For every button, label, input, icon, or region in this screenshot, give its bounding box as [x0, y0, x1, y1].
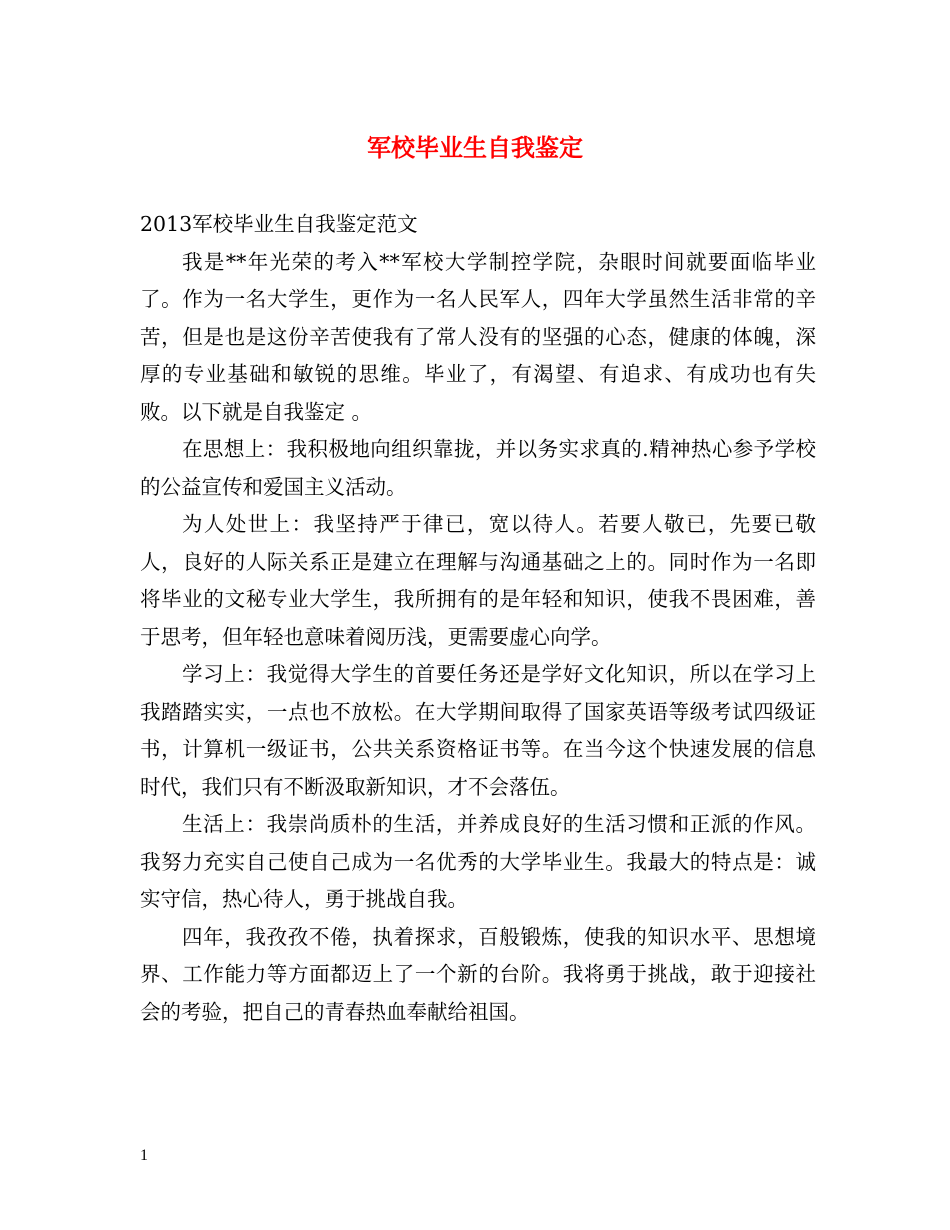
paragraph-intro: 我是**年光荣的考入**军校大学制控学院，杂眼时间就要面临毕业了。作为一名大学生，更作为一名人民军人，四年大学虽然生活非常的辛苦，但是也是这份辛苦使我有了常人没有的坚强的心态，健康的体魄，深厚的专业基础和敏锐的思维。毕业了，有渴望、有追求、有成功也有失败。以下就是自我鉴定 。 — [140, 249, 816, 424]
document-body — [140, 206, 816, 1031]
paragraph-conduct: 为人处世上：我坚持严于律已，宽以待人。若要人敬已，先要已敬人，良好的人际关系正是建立在理解与沟通基础之上的。同时作为一名即将毕业的文秘专业大学生，我所拥有的是年轻和知识，使我不畏困难，善于思考，但年轻也意味着阅历浅，更需要虚心向学。 — [140, 512, 816, 649]
paragraph-life: 生活上：我崇尚质朴的生活，并养成良好的生活习惯和正派的作风。我努力充实自己使自己成为一名优秀的大学毕业生。我最大的特点是：诚实守信，热心待人，勇于挑战自我。 — [140, 812, 816, 911]
page-number: 1 — [140, 1147, 148, 1164]
paragraph-conclusion: 四年，我孜孜不倦，执着探求，百般锻炼，使我的知识水平、思想境界、工作能力等方面都迈上了一个新的台阶。我将勇于挑战，敢于迎接社会的考验，把自己的青春热血奉献给祖国。 — [140, 924, 816, 1024]
document-title: 军校毕业生自我鉴定 — [367, 133, 583, 162]
paragraph-study: 学习上：我觉得大学生的首要任务还是学好文化知识，所以在学习上我踏踏实实，一点也不放松。在大学期间取得了国家英语等级考试四级证书，计算机一级证书，公共关系资格证书等。在当今这个快速发展的信息时代，我们只有不断汲取新知识，才不会落伍。 — [140, 662, 816, 799]
document-subtitle: 2013军校毕业生自我鉴定范文 — [140, 212, 418, 236]
paragraph-thought: 在思想上：我积极地向组织靠拢，并以务实求真的.精神热心参予学校的公益宣传和爱国主义活动。 — [140, 437, 816, 499]
